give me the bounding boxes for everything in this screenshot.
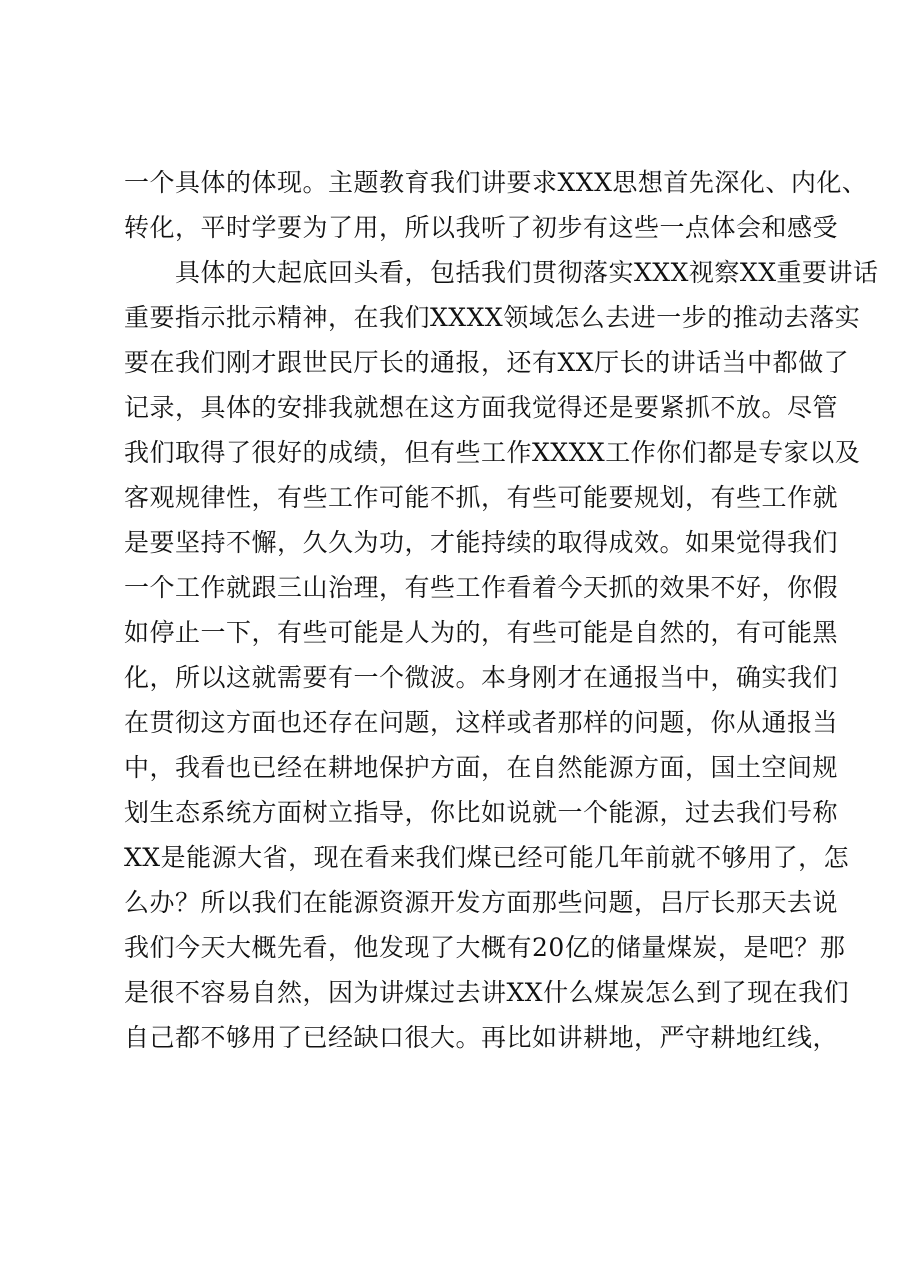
text-line: 化，所以这就需要有一个微波。本身刚才在通报当中，确实我们 [124, 663, 839, 692]
text-line: 我们取得了很好的成绩，但有些工作XXXX工作你们都是专家以及 [124, 438, 861, 467]
text-line: XX是能源大省，现在看来我们煤已经可能几年前就不够用了，怎 [124, 843, 850, 872]
paragraph-first-line: 具体的大起底回头看，包括我们贯彻落实XXX视察XX重要讲话 [175, 258, 879, 287]
text-line: 一个具体的体现。主题教育我们讲要求XXX思想首先深化、内化、 [124, 168, 868, 197]
text-line: 自己都不够用了已经缺口很大。再比如讲耕地，严守耕地红线， [124, 1023, 839, 1052]
text-line: 我们今天大概先看，他发现了大概有20亿的储量煤炭，是吧？那 [124, 933, 846, 962]
text-line: 划生态系统方面树立指导，你比如说就一个能源，过去我们号称 [124, 798, 839, 827]
text-line: 么办？所以我们在能源资源开发方面那些问题，吕厅长那天去说 [124, 888, 839, 917]
text-line: 客观规律性，有些工作可能不抓，有些可能要规划，有些工作就 [124, 483, 839, 512]
text-line: 如停止一下，有些可能是人为的，有些可能是自然的，有可能黑 [124, 618, 839, 647]
text-line: 是很不容易自然，因为讲煤过去讲XX什么煤炭怎么到了现在我们 [124, 978, 850, 1007]
text-line: 重要指示批示精神，在我们XXXX领域怎么去进一步的推动去落实 [124, 303, 861, 332]
text-line: 中，我看也已经在耕地保护方面，在自然能源方面，国土空间规 [124, 753, 839, 782]
text-line: 一个工作就跟三山治理，有些工作看着今天抓的效果不好，你假 [124, 573, 839, 602]
text-line: 是要坚持不懈，久久为功，才能持续的取得成效。如果觉得我们 [124, 528, 839, 557]
text-line: 在贯彻这方面也还存在问题，这样或者那样的问题，你从通报当 [124, 708, 839, 737]
text-line: 记录，具体的安排我就想在这方面我觉得还是要紧抓不放。尽管 [124, 393, 839, 422]
body-text [124, 160, 879, 1060]
text-line: 转化，平时学要为了用，所以我听了初步有这些一点体会和感受 [124, 213, 839, 242]
text-line: 要在我们刚才跟世民厅长的通报，还有XX厅长的讲话当中都做了 [124, 348, 850, 377]
